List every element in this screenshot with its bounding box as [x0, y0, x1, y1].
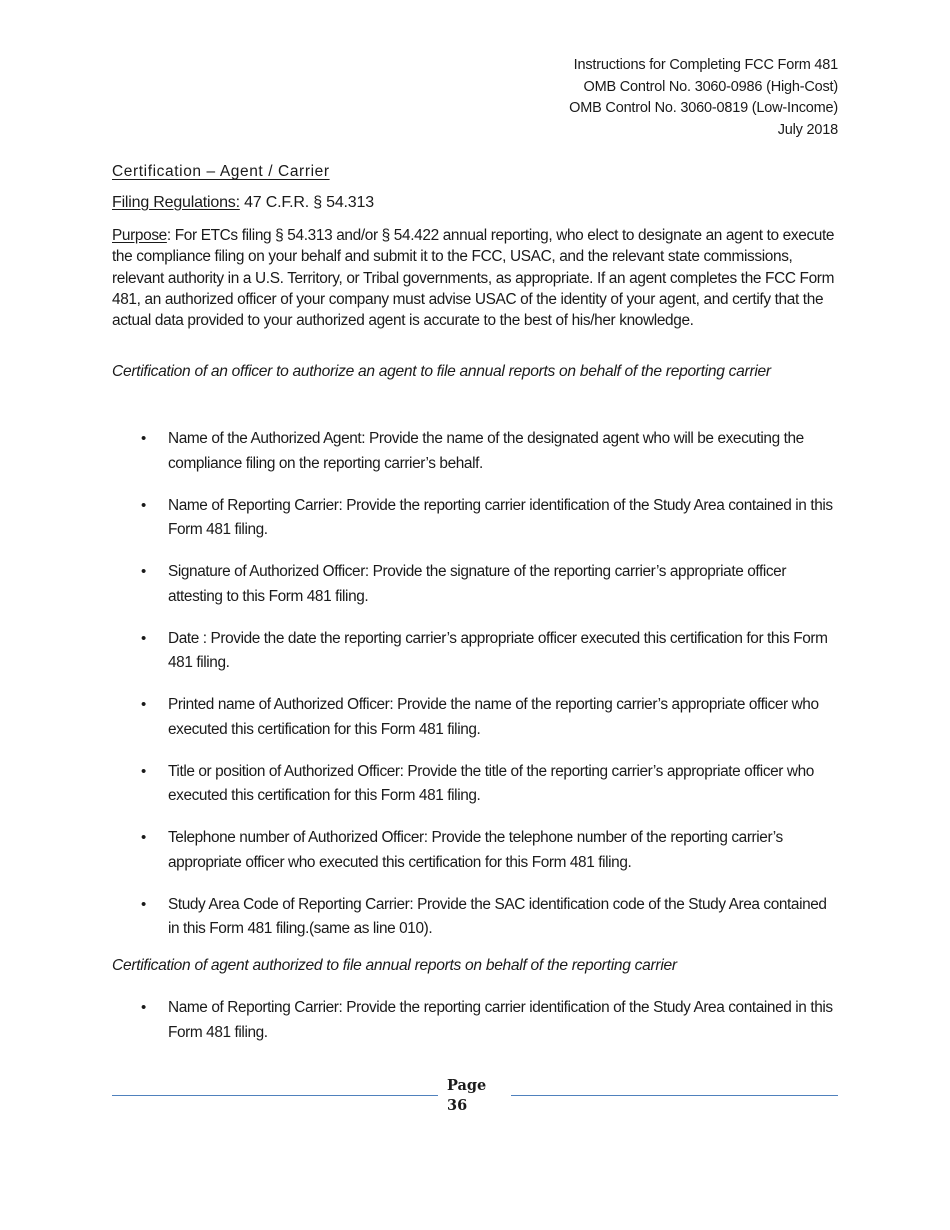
- list-item: [112, 693, 838, 742]
- bullet-icon: •: [141, 563, 146, 580]
- agent-requirements-list: [112, 996, 838, 1063]
- list-item-text: Study Area Code of Reporting Carrier: Provide the SAC identification code of the Study Area contained in this Form 481 filing.(same as line 010).: [168, 895, 827, 937]
- bullet-icon: •: [141, 762, 146, 780]
- page-number-value: 36: [447, 1097, 468, 1114]
- page-number: [447, 1076, 486, 1116]
- filing-regulations: [112, 194, 374, 212]
- purpose-label: Purpose: [112, 227, 167, 244]
- list-item-text: Name of Reporting Carrier: Provide the reporting carrier identification of the Study Area contained in this Form 481 filing.: [168, 999, 833, 1041]
- filing-regulations-value: 47 C.F.R. § 54.313: [239, 194, 374, 211]
- filing-regulations-label: Filing Regulations:: [112, 194, 240, 211]
- footer-rule-left: [112, 1095, 438, 1096]
- bullet-icon: •: [141, 829, 146, 846]
- list-item-text: Printed name of Authorized Officer: Provide the name of the reporting carrier’s appropriate officer who executed this certification for this Form 481 filing.: [168, 696, 819, 738]
- list-item: [112, 996, 838, 1045]
- bullet-icon: •: [141, 999, 146, 1016]
- officer-section-heading: Certification of an officer to authorize an agent to file annual reports on behalf of the reporting carrier: [112, 363, 771, 380]
- purpose-paragraph: [112, 225, 838, 331]
- bullet-icon: •: [141, 696, 146, 713]
- page-label: Page: [447, 1077, 487, 1094]
- agent-section-heading: Certification of agent authorized to file annual reports on behalf of the reporting carrier: [112, 957, 677, 974]
- page-footer: [112, 1074, 838, 1119]
- list-item-text: Name of the Authorized Agent: Provide the name of the designated agent who will be executing the compliance filing on the reporting carrier’s behalf.: [168, 430, 804, 472]
- bullet-icon: •: [141, 895, 146, 913]
- bullet-icon: •: [141, 430, 146, 447]
- list-item: [112, 760, 838, 809]
- officer-requirements-list: [112, 427, 838, 959]
- section-title: Certification – Agent / Carrier: [112, 163, 330, 180]
- list-item-text: Date : Provide the date the reporting carrier’s appropriate officer executed this certification for this Form 481 filing.: [168, 629, 828, 671]
- list-item-text: Signature of Authorized Officer: Provide the signature of the reporting carrier’s appropriate officer attesting to this Form 481 filing.: [168, 563, 787, 605]
- list-item: [112, 494, 838, 543]
- list-item: [112, 893, 838, 942]
- list-item: [112, 427, 838, 476]
- document-header: [569, 55, 838, 141]
- document-page: [112, 0, 838, 1230]
- purpose-text: : For ETCs filing § 54.313 and/or § 54.422 annual reporting, who elect to designate an agent to execute the compliance filing on your behalf and submit it to the FCC, USAC, and the relevant state commissions, relevant authority in a U.S. Territory, or Tribal governments, as appropriate. If an agent completes the FCC Form 481, an authorized officer of your company must advise USAC of the identity of your agent, and certify that the actual data provided to your authorized agent is accurate to the best of his/her knowledge.: [112, 227, 835, 330]
- list-item-text: Telephone number of Authorized Officer: Provide the telephone number of the reporting carrier’s appropriate officer who executed this certification for this Form 481 filing.: [168, 829, 783, 871]
- header-date: July 2018: [777, 121, 838, 138]
- bullet-icon: •: [141, 629, 146, 647]
- header-omb-low-income: OMB Control No. 3060-0819 (Low-Income): [569, 100, 838, 116]
- bullet-icon: •: [141, 496, 146, 514]
- header-omb-high-cost: OMB Control No. 3060-0986 (High-Cost): [583, 78, 838, 95]
- list-item-text: Name of Reporting Carrier: Provide the reporting carrier identification of the Study Area contained in this Form 481 filing.: [168, 496, 833, 538]
- list-item: [112, 560, 838, 609]
- footer-rule-right: [511, 1095, 838, 1096]
- header-title: Instructions for Completing FCC Form 481: [573, 57, 838, 73]
- list-item: [112, 627, 838, 676]
- list-item-text: Title or position of Authorized Officer: Provide the title of the reporting carrier’s appropriate officer who executed this certification for this Form 481 filing.: [168, 762, 814, 804]
- list-item: [112, 826, 838, 875]
